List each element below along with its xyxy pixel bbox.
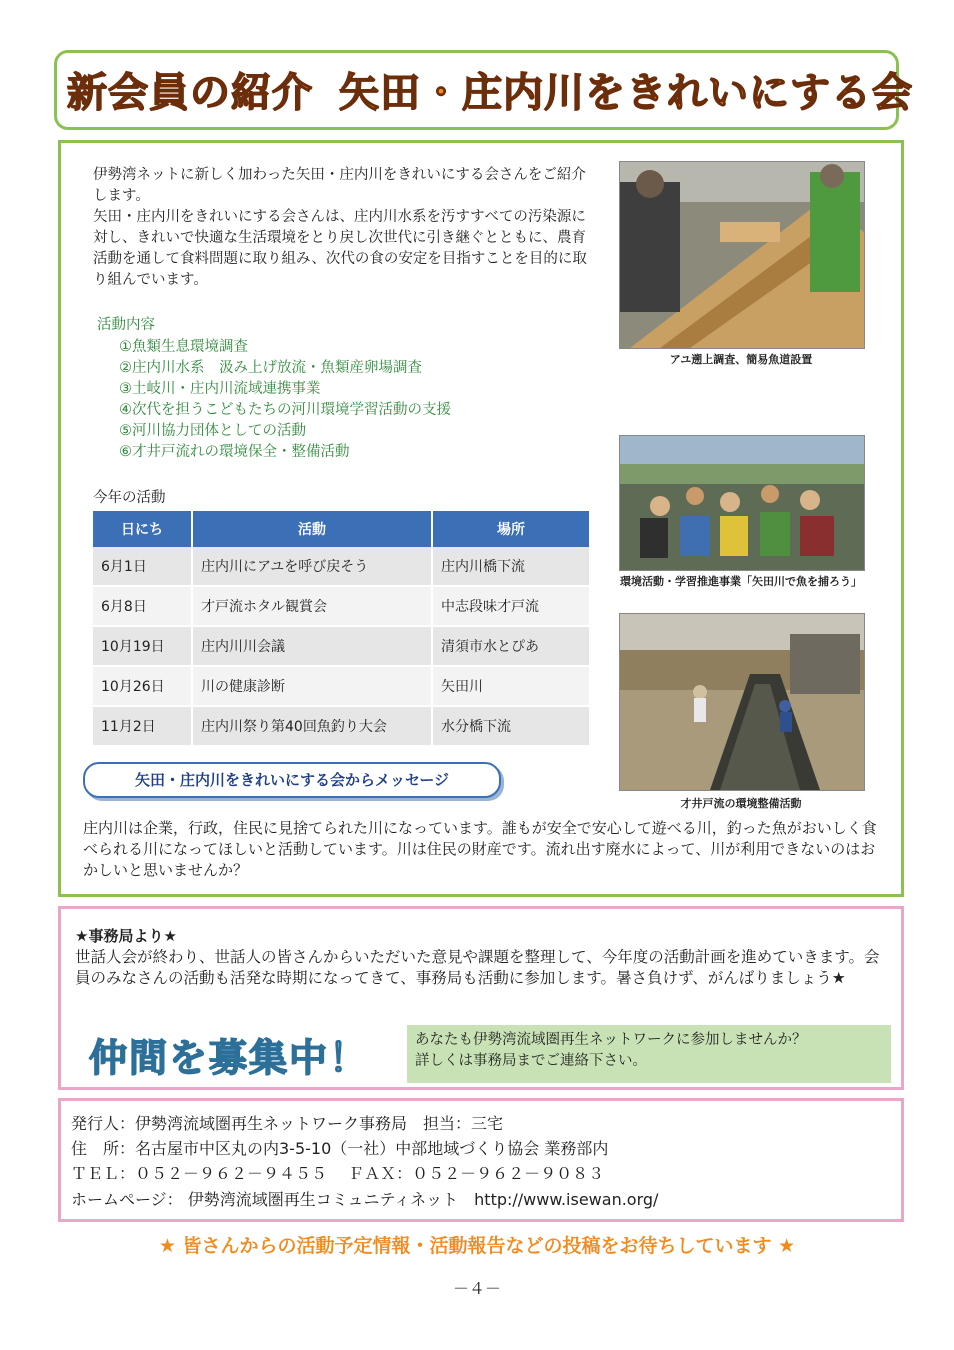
table-row xyxy=(93,707,589,747)
activity-item: ②庄内川水系 汲み上げ放流・魚類産卵場調査 xyxy=(119,360,422,376)
intro-paragraph-2: 矢田・庄内川をきれいにする会さんは、庄内川水系を汚すすべての汚染源に対し、きれいで快適な生活環境をとり戻し次世代に引き継ぐとともに、農育活動を通して食料問題に取り組み、次代の食の安定を目指すことを目的に取り組んでいます。 xyxy=(93,209,587,288)
publisher-info xyxy=(58,1098,904,1222)
cell-activity: 庄内川川会議 xyxy=(193,627,431,667)
table-row xyxy=(93,587,589,627)
activity-item: ⑥才井戸流れの環境保全・整備活動 xyxy=(119,444,350,460)
activity-item: ①魚類生息環境調査 xyxy=(119,339,248,355)
schedule-table xyxy=(91,511,591,747)
photo-caption: 環境活動・学習推進事業「矢田川で魚を捕ろう」 xyxy=(620,575,862,588)
cell-place: 清須市水とぴあ xyxy=(433,627,589,667)
header-title-new-member: 新会員の紹介 xyxy=(67,70,313,116)
photo-stream-maintenance xyxy=(619,613,865,791)
photo-fishway xyxy=(619,161,865,349)
cell-place: 矢田川 xyxy=(433,667,589,707)
cell-date: 6月8日 xyxy=(93,587,191,627)
column-header-place: 場所 xyxy=(433,511,589,547)
cell-place: 水分橋下流 xyxy=(433,707,589,747)
activity-item: ④次代を担うこどもたちの河川環境学習活動の支援 xyxy=(119,402,451,418)
cell-place: 庄内川橋下流 xyxy=(433,547,589,587)
cell-activity: 庄内川にアユを呼び戻そう xyxy=(193,547,431,587)
page-number: －４－ xyxy=(452,1279,501,1298)
table-row xyxy=(93,547,589,587)
activities-heading: 活動内容 xyxy=(97,317,155,333)
recruiting-line-1: あなたも伊勢湾流域圏再生ネットワークに参加しませんか？ xyxy=(415,1032,807,1048)
page-header xyxy=(54,50,913,130)
phone-fax-line: ＴＥＬ：０５２－９６２－９４５５ ＦＡＸ：０５２－９６２－９０８３ xyxy=(71,1164,605,1183)
recruiting-banner: 仲間を募集中！ xyxy=(89,1036,370,1080)
photo-children-activity-image xyxy=(620,436,864,570)
homepage-line: ホームページ： 伊勢湾流域圏再生コミュニティネット http://www.isewan.org/ xyxy=(71,1190,659,1209)
footer-message: ★ 皆さんからの活動予定情報・活動報告などの投稿をお待ちしています ★ xyxy=(158,1235,796,1257)
message-text: 庄内川は企業，行政，住民に見捨てられた川になっています。誰もが安全で安心して遊べる川，釣った魚がおいしく食べられる川になってほしいと活動しています。川は住民の財産です。流れ出す廃水によって、川が利用できないのはおかしいと思いませんか？ xyxy=(83,819,877,879)
message-heading-tab: 矢田・庄内川をきれいにする会からメッセージ xyxy=(83,762,501,798)
cell-activity: 川の健康診断 xyxy=(193,667,431,707)
cell-date: 11月2日 xyxy=(93,707,191,747)
recruiting-line-2: 詳しくは事務局までご連絡下さい。 xyxy=(415,1053,647,1069)
table-header-row xyxy=(93,511,589,547)
recruiting-info-box xyxy=(407,1025,891,1083)
photo-children-activity xyxy=(619,435,865,571)
publisher-line: 発行人：伊勢湾流域圏再生ネットワーク事務局 担当：三宅 xyxy=(71,1114,504,1133)
schedule-heading: 今年の活動 xyxy=(93,490,166,506)
photo-fishway-image xyxy=(620,162,864,348)
table-row xyxy=(93,627,589,667)
activity-item: ⑤河川協力団体としての活動 xyxy=(119,423,306,439)
intro-text xyxy=(93,165,588,291)
secretariat-body: 世話人会が終わり、世話人の皆さんからいただいた意見や課題を整理して、今年度の活動計画を進めていきます。会員のみなさんの活動も活発な時期になってきて、事務局も活動に参加します。暑さ負けず、がんばりましょう★ xyxy=(75,948,880,987)
secretariat-section xyxy=(58,906,904,1090)
address-line: 住 所：名古屋市中区丸の内3-5-10（一社）中部地域づくり協会 業務部内 xyxy=(71,1139,609,1158)
member-intro-section xyxy=(58,140,904,897)
cell-date: 10月19日 xyxy=(93,627,191,667)
intro-paragraph-1: 伊勢湾ネットに新しく加わった矢田・庄内川をきれいにする会さんをご紹介します。 xyxy=(93,167,586,204)
cell-activity: 才戸流ホタル観賞会 xyxy=(193,587,431,627)
secretariat-title: ★事務局より★ xyxy=(75,927,177,945)
photo-caption: アユ遡上調査、簡易魚道設置 xyxy=(669,353,813,366)
activities-list xyxy=(97,315,451,463)
column-header-activity: 活動 xyxy=(193,511,431,547)
cell-activity: 庄内川祭り第40回魚釣り大会 xyxy=(193,707,431,747)
cell-date: 6月1日 xyxy=(93,547,191,587)
cell-date: 10月26日 xyxy=(93,667,191,707)
activity-item: ③土岐川・庄内川流域連携事業 xyxy=(119,381,321,397)
header-title-group-name: 矢田・庄内川をきれいにする会 xyxy=(339,70,913,116)
cell-place: 中志段味才戸流 xyxy=(433,587,589,627)
table-row xyxy=(93,667,589,707)
photo-caption: 才井戸流の環境整備活動 xyxy=(680,797,802,810)
photo-stream-maintenance-image xyxy=(620,614,864,790)
column-header-date: 日にち xyxy=(93,511,191,547)
